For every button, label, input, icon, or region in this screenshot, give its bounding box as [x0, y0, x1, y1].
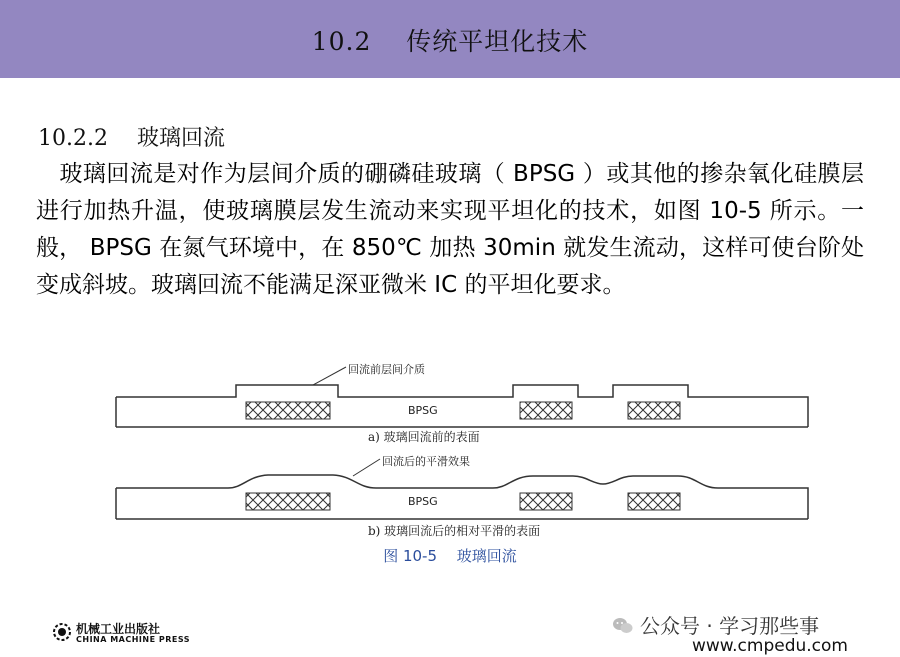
figure-b — [116, 454, 808, 538]
reflow-figure — [108, 355, 818, 540]
layer-label-a: BPSG — [408, 404, 438, 417]
header-bar — [0, 0, 900, 78]
metal-block — [246, 493, 330, 510]
callout-label-a: 回流前层间介质 — [348, 363, 425, 376]
metal-block — [520, 493, 572, 510]
metal-block — [628, 493, 680, 510]
figure-a — [116, 362, 808, 444]
metal-block — [628, 402, 680, 419]
page-title: 10.2 传统平坦化技术 — [311, 27, 589, 56]
metal-block — [520, 402, 572, 419]
metal-block — [246, 402, 330, 419]
section-title: 10.2.2 玻璃回流 — [38, 126, 225, 151]
callout-leader-b — [353, 459, 380, 476]
surface-after-line — [116, 475, 808, 519]
callout-label-b: 回流后的平滑效果 — [382, 455, 470, 468]
publisher-name-cn: 机械工业出版社 — [76, 622, 161, 636]
callout-leader-a — [313, 367, 346, 385]
body-paragraph: 玻璃回流是对作为层间介质的硼磷硅玻璃（ BPSG ）或其他的掺杂氧化硅膜层进行加热升温，使玻璃膜层发生流动来实现平坦化的技术，如图 10-5 所示。一般， BPSG 在氮气环境中，在 850℃ 加热 30min 就发生流动，这样可使台阶处变成斜坡。玻璃回流不能满足深亚微米 IC 的平坦化要求。 — [36, 161, 864, 298]
layer-label-b: BPSG — [408, 495, 438, 508]
subcaption-b: b) 玻璃回流后的相对平滑的表面 — [368, 524, 541, 538]
wechat-account — [612, 610, 819, 639]
publisher-name-en: CHINA MACHINE PRESS — [76, 635, 191, 644]
surface-before-line — [116, 385, 808, 427]
wechat-icon — [612, 616, 634, 634]
wechat-account-label: 公众号 · 学习那些事 — [640, 614, 820, 638]
figure-caption: 图 10-5 玻璃回流 — [383, 547, 517, 565]
website-url: www.cmpedu.com — [692, 636, 848, 656]
subcaption-a: a) 玻璃回流前的表面 — [368, 430, 480, 444]
gear-logo-icon — [52, 622, 72, 642]
